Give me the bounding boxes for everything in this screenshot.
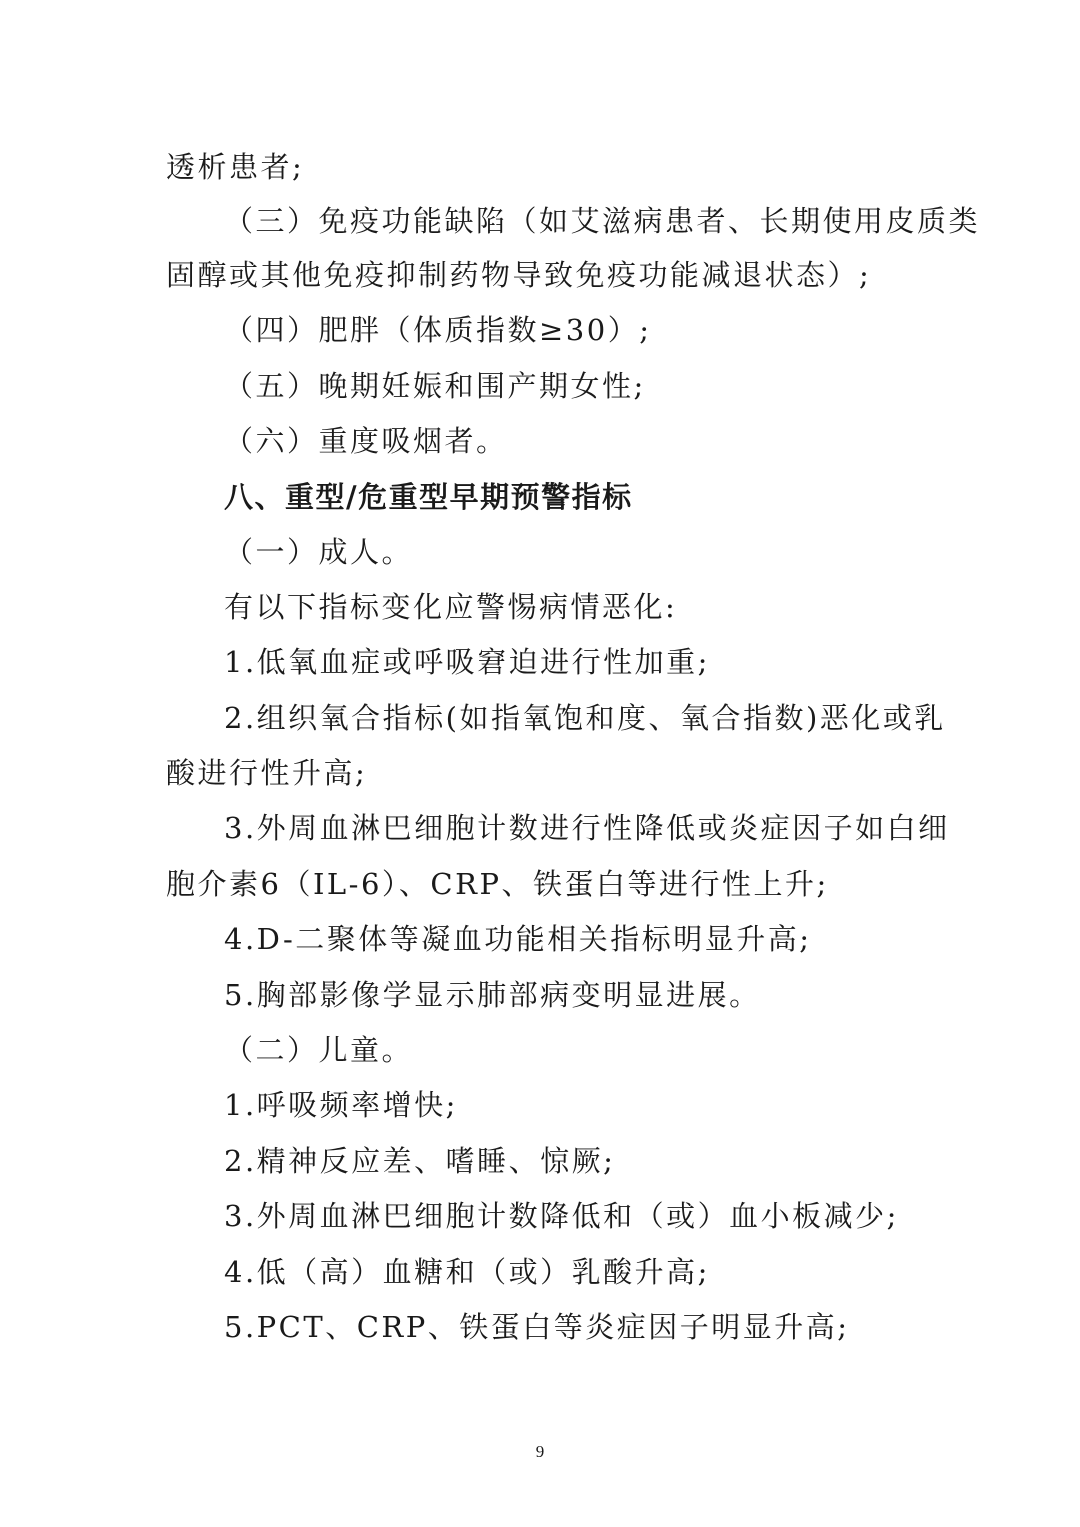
list-item: 5.胸部影像学显示肺部病变明显进展。 [224,978,761,1012]
list-item: 1.低氧血症或呼吸窘迫进行性加重; [224,645,710,679]
paragraph-line: 胞介素6（IL-6）、CRP、铁蛋白等进行性上升; [166,867,829,901]
page-number: 9 [535,1442,545,1461]
list-item-obesity: （四）肥胖（体质指数≥30）; [224,313,652,347]
paragraph-line: 固醇或其他免疫抑制药物导致免疫功能减退状态）; [166,258,872,292]
section-heading: 八、重型/危重型早期预警指标 [224,480,633,514]
list-item: 3.外周血淋巴细胞计数降低和（或）血小板减少; [224,1199,899,1233]
list-item: 3.外周血淋巴细胞计数进行性降低或炎症因子如白细 [224,811,950,845]
paragraph-line: 有以下指标变化应警惕病情恶化: [224,590,678,624]
list-item: 2.组织氧合指标(如指氧饱和度、氧合指数)恶化或乳 [224,701,946,735]
subsection-heading-children: （二）儿童。 [224,1033,414,1067]
paragraph-line: 酸进行性升高; [166,756,368,790]
list-item: 4.低（高）血糖和（或）乳酸升高; [224,1255,710,1289]
paragraph-line: 透析患者; [166,150,305,184]
list-item-smokers: （六）重度吸烟者。 [224,424,508,458]
list-item-immunodeficiency: （三）免疫功能缺陷（如艾滋病患者、长期使用皮质类 [224,204,981,238]
subsection-heading-adults: （一）成人。 [224,535,414,569]
list-item: 2.精神反应差、嗜睡、惊厥; [224,1144,616,1178]
list-item: 1.呼吸频率增快; [224,1088,458,1122]
list-item: 5.PCT、CRP、铁蛋白等炎症因子明显升高; [224,1310,850,1344]
list-item: 4.D-二聚体等凝血功能相关指标明显升高; [224,922,812,956]
list-item-pregnancy: （五）晚期妊娠和围产期女性; [224,369,646,403]
